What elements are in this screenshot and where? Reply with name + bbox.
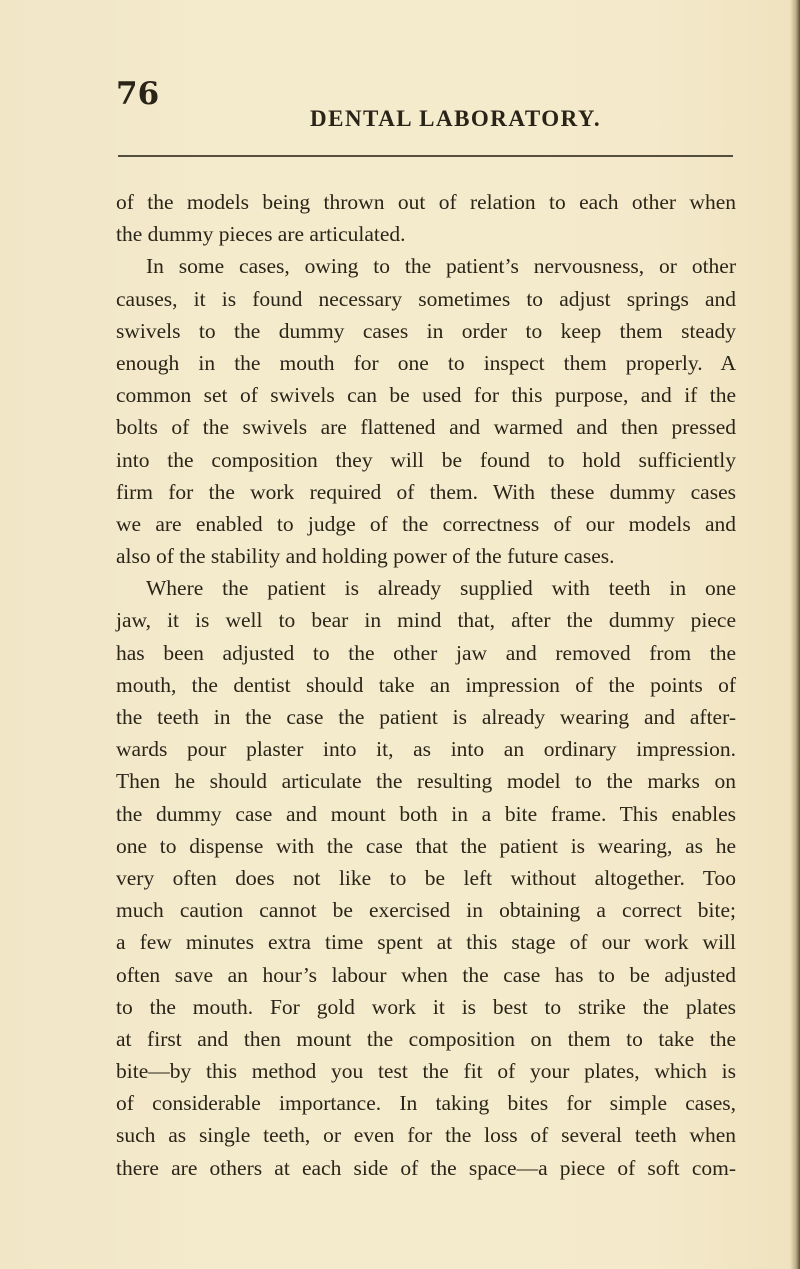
text-line: Where the patient is already supplied with teeth in one xyxy=(146,576,736,601)
text-line: often save an hour’s labour when the case has to be adjusted xyxy=(116,962,736,987)
text-line: of considerable importance. In taking bites for simple cases, xyxy=(116,1091,736,1116)
text-line: into the composition they will be found to hold sufficiently xyxy=(116,447,736,472)
text-line: much caution cannot be exercised in obtaining a correct bite; xyxy=(116,898,736,923)
text-line: also of the stability and holding power of the future cases. xyxy=(116,544,615,569)
text-line: Then he should articulate the resulting model to the marks on xyxy=(116,769,736,794)
text-line: at first and then mount the composition on them to take the xyxy=(116,1026,736,1051)
text-line: has been adjusted to the other jaw and removed from the xyxy=(116,640,736,665)
text-line: swivels to the dummy cases in order to keep them steady xyxy=(116,318,736,343)
running-head: DENTAL LABORATORY. xyxy=(310,106,602,131)
text-line: such as single teeth, or even for the loss of several teeth when xyxy=(116,1123,736,1148)
text-line: bite—by this method you test the fit of your plates, which is xyxy=(116,1059,736,1084)
text-line: one to dispense with the case that the patient is wearing, as he xyxy=(116,833,736,858)
text-line: enough in the mouth for one to inspect them properly. A xyxy=(116,350,736,375)
text-line: causes, it is found necessary sometimes to adjust springs and xyxy=(116,286,736,311)
text-line: to the mouth. For gold work it is best to strike the plates xyxy=(116,994,736,1019)
text-line: a few minutes extra time spent at this stage of our work will xyxy=(116,930,736,955)
text-line: jaw, it is well to bear in mind that, after the dummy piece xyxy=(116,608,736,633)
text-line: the dummy pieces are articulated. xyxy=(116,222,406,247)
header-rule xyxy=(118,155,733,157)
text-line: we are enabled to judge of the correctness of our models and xyxy=(116,511,736,536)
page-edge-shadow xyxy=(790,0,800,1269)
body-text xyxy=(116,186,736,1184)
text-line: very often does not like to be left without altogether. Too xyxy=(116,865,736,890)
text-line: In some cases, owing to the patient’s nervousness, or other xyxy=(146,254,736,279)
text-line: of the models being thrown out of relation to each other when xyxy=(116,190,736,214)
text-line: bolts of the swivels are flattened and warmed and then pressed xyxy=(116,415,736,440)
text-line: common set of swivels can be used for this purpose, and if the xyxy=(116,383,736,408)
text-line: the dummy case and mount both in a bite frame. This enables xyxy=(116,801,736,826)
text-line: the teeth in the case the patient is already wearing and after- xyxy=(116,705,736,729)
text-line: firm for the work required of them. With these dummy cases xyxy=(116,479,736,504)
text-line: mouth, the dentist should take an impression of the points of xyxy=(116,672,736,697)
text-line: wards pour plaster into it, as into an ordinary impression. xyxy=(116,737,736,762)
page-number: 76 xyxy=(116,76,160,112)
text-line: there are others at each side of the space—a piece of soft com- xyxy=(116,1155,736,1180)
